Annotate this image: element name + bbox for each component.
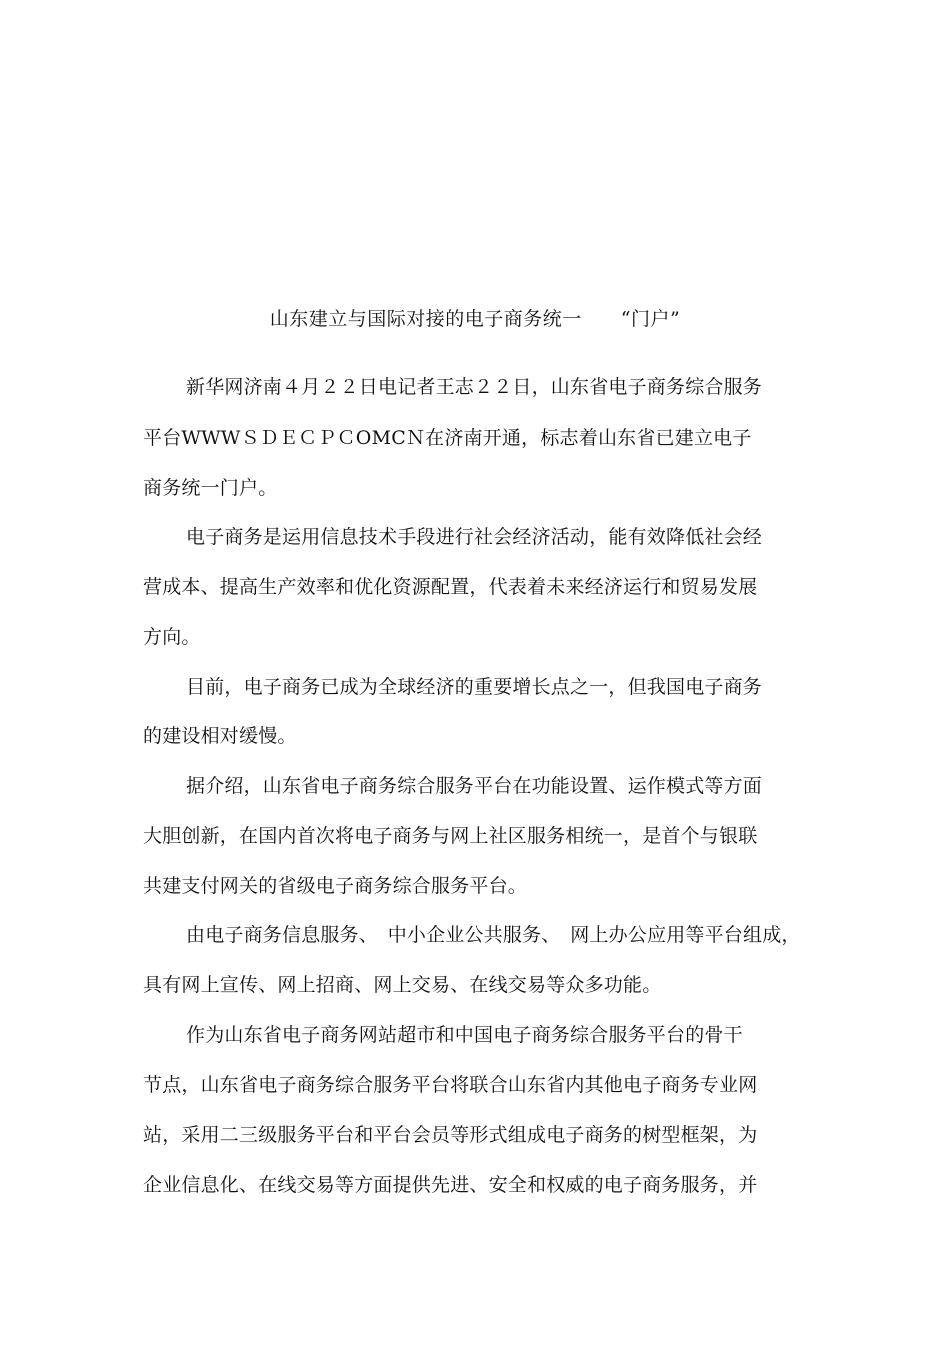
paragraph-6-line-3: 站，采用二三级服务平台和平台会员等形式组成电子商务的树型框架，为 — [143, 1124, 758, 1146]
paragraph-1-line-1: 新华网济南４月２２日电记者王志２２日，山东省电子商务综合服务 — [186, 376, 763, 398]
paragraph-6-line-1: 作为山东省电子商务网站超市和中国电子商务综合服务平台的骨干 — [186, 1024, 743, 1046]
paragraph-5-line-1: 由电子商务信息服务、 中小企业公共服务、 网上办公应用等平台组成， — [186, 924, 801, 946]
paragraph-2-line-1: 电子商务是运用信息技术手段进行社会经济活动，能有效降低社会经 — [186, 526, 763, 548]
paragraph-4-line-3: 共建支付网关的省级电子商务综合服务平台。 — [143, 875, 528, 897]
paragraph-6-line-4: 企业信息化、在线交易等方面提供先进、安全和权威的电子商务服务，并 — [143, 1174, 758, 1196]
paragraph-4-line-2: 大胆创新，在国内首次将电子商务与网上社区服务相统一，是首个与银联 — [143, 825, 758, 847]
paragraph-5-line-2: 具有网上宣传、网上招商、网上交易、在线交易等众多功能。 — [143, 974, 662, 996]
paragraph-3-line-1: 目前，电子商务已成为全球经济的重要增长点之一，但我国电子商务 — [186, 676, 763, 698]
document-title: 山东建立与国际对接的电子商务统一 “门户” — [269, 308, 681, 330]
paragraph-2-line-3: 方向。 — [143, 626, 201, 648]
paragraph-6-line-2: 节点，山东省电子商务综合服务平台将联合山东省内其他电子商务专业网 — [143, 1074, 758, 1096]
paragraph-1-line-2: 平台WWWＳＤＥＣＰＣOMCＮ在济南开通，标志着山东省已建立电子 — [143, 427, 752, 449]
paragraph-2-line-2: 营成本、提高生产效率和优化资源配置，代表着未来经济运行和贸易发展 — [143, 576, 758, 598]
paragraph-4-line-1: 据介绍，山东省电子商务综合服务平台在功能设置、运作模式等方面 — [186, 775, 763, 797]
paragraph-3-line-2: 的建设相对缓慢。 — [143, 725, 297, 747]
paragraph-1-line-3: 商务统一门户。 — [143, 477, 278, 499]
